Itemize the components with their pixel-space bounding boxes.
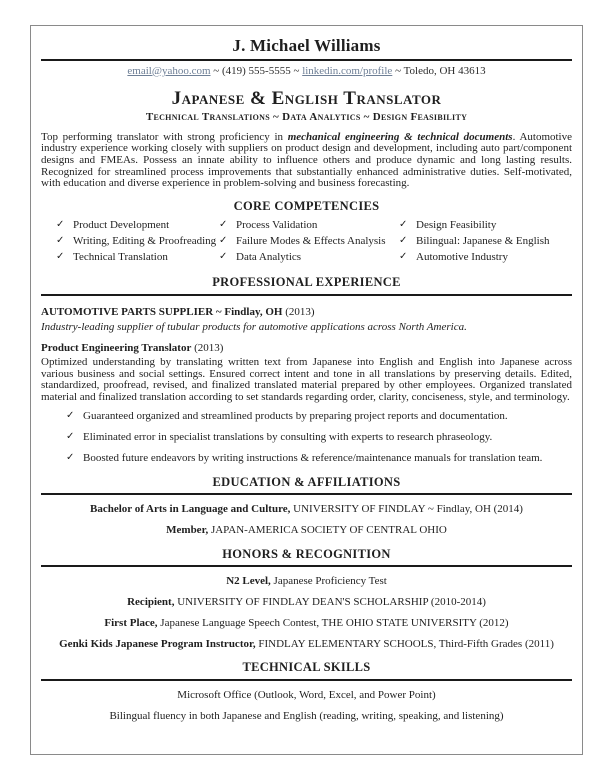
competency-label: Product Development: [73, 219, 170, 232]
competency-column: [56, 219, 219, 266]
competency-item: [56, 251, 219, 264]
job-description: Optimized understanding by translating written text from Japanese into English and English into Japanese across various business and social settings. Ensured correct intent and tone in all translations by preserving details. Edited, standardized, proofread, revised, and finalized translated material prepared by other employees. Organized translated material and finalized translation according to set standards regarding order, clarity, conciseness, style, and terminology.: [41, 356, 572, 403]
honor-item: [41, 617, 572, 631]
education-item: [41, 503, 572, 517]
location-text: Toledo, OH 43613: [403, 64, 486, 77]
job-year: (2013): [194, 342, 224, 355]
competency-label: Technical Translation: [73, 250, 168, 263]
employer-year: (2013): [285, 305, 315, 318]
honor-item: [41, 575, 572, 589]
section-heading-core-competencies: CORE COMPETENCIES: [233, 198, 380, 213]
honor-title: N2 Level,: [226, 575, 271, 588]
competency-label: Writing, Editing & Proofreading: [73, 234, 217, 247]
checkmark-icon: ✓: [56, 219, 65, 231]
competency-grid: [56, 219, 572, 266]
checkmark-icon: ✓: [219, 219, 228, 231]
honor-title: Genki Kids Japanese Program Instructor,: [59, 637, 256, 650]
job-title-line: [41, 342, 572, 356]
section-heading-technical-skills: TECHNICAL SKILLS: [41, 660, 572, 681]
achievement-text: Eliminated error in specialist translations by consulting with experts to research phraseology.: [83, 431, 493, 443]
email-link[interactable]: email@yahoo.com: [127, 64, 211, 77]
competency-item: [219, 235, 399, 248]
linkedin-link[interactable]: linkedin.com/profile: [302, 64, 393, 77]
role-subtitle: Technical Translations ~ Data Analytics ~ Design Feasibility: [145, 110, 468, 123]
checkmark-icon: ✓: [399, 234, 408, 246]
section-heading-honors-recognition: HONORS & RECOGNITION: [41, 547, 572, 568]
competency-label: Failure Modes & Effects Analysis: [236, 234, 386, 247]
employer-tagline: Industry-leading supplier of tubular products for automotive applications across North America.: [41, 320, 467, 333]
competency-column: [399, 219, 572, 266]
achievement-item: [66, 431, 572, 445]
honor-detail: Japanese Language Speech Contest, THE OHIO STATE UNIVERSITY (2012): [160, 616, 509, 629]
checkmark-icon: ✓: [56, 234, 65, 246]
honor-item: [41, 596, 572, 610]
competency-item: [56, 235, 219, 248]
name-divider: [41, 59, 572, 61]
education-detail: UNIVERSITY OF FINDLAY ~ Findlay, OH (2014): [293, 503, 523, 516]
employer-line: [41, 306, 572, 320]
affiliation-role: Member,: [166, 523, 209, 536]
checkmark-icon: ✓: [399, 250, 408, 262]
honor-detail: FINDLAY ELEMENTARY SCHOOLS, Third-Fifth Grades (2011): [258, 637, 554, 650]
competency-label: Design Feasibility: [416, 219, 497, 232]
honor-detail: UNIVERSITY OF FINDLAY DEAN'S SCHOLARSHIP (2010-2014): [177, 596, 486, 608]
honor-detail: Japanese Proficiency Test: [273, 575, 387, 588]
achievement-item: [66, 410, 572, 424]
summary-rest: . Automotive industry experience working closely with suppliers on product design and development, including auto part/component designs and FMEAs. Possess an innate ability to influence others and produce dynamic and long lasting results. Recognized for streamlined process improvements that substantially enhanced administrative duties. Self-motivated, with education and diverse experience in problem-solving and business forecasting.: [41, 130, 572, 190]
achievement-item: [66, 452, 572, 466]
contact-separator: ~: [213, 64, 220, 77]
summary-emphasis: mechanical engineering & technical documents: [287, 130, 513, 143]
education-degree: Bachelor of Arts in Language and Culture,: [90, 503, 291, 516]
contact-line: [41, 65, 572, 78]
competency-item: [399, 219, 572, 232]
skill-item: Bilingual fluency in both Japanese and English (reading, writing, speaking, and listening): [109, 709, 504, 722]
phone-number: (419) 555-5555: [221, 64, 291, 77]
honor-title: Recipient,: [127, 596, 175, 608]
employer-name: AUTOMOTIVE PARTS SUPPLIER ~ Findlay, OH: [41, 305, 283, 318]
resume-page: [30, 25, 583, 755]
achievement-list: [66, 410, 572, 465]
checkmark-icon: ✓: [219, 234, 228, 246]
summary-paragraph: [41, 132, 572, 190]
checkmark-icon: ✓: [399, 219, 408, 231]
checkmark-icon: ✓: [219, 250, 228, 262]
affiliation-detail: JAPAN-AMERICA SOCIETY OF CENTRAL OHIO: [210, 523, 447, 536]
section-heading-professional-experience: PROFESSIONAL EXPERIENCE: [41, 275, 572, 296]
competency-item: [399, 251, 572, 264]
affiliation-item: [41, 524, 572, 538]
checkmark-icon: ✓: [66, 431, 75, 442]
contact-separator: ~: [395, 64, 402, 77]
checkmark-icon: ✓: [56, 250, 65, 262]
job-title: Product Engineering Translator: [41, 342, 192, 355]
competency-label: Automotive Industry: [416, 250, 508, 263]
competency-column: [219, 219, 399, 266]
summary-lead: Top performing translator with strong proficiency in: [41, 130, 288, 143]
achievement-text: Boosted future endeavors by writing instructions & reference/maintenance manuals for translation team.: [83, 451, 543, 464]
competency-label: Bilingual: Japanese & English: [416, 234, 550, 247]
competency-item: [399, 235, 572, 248]
honor-title: First Place,: [104, 616, 158, 629]
checkmark-icon: ✓: [66, 451, 75, 463]
competency-label: Process Validation: [236, 219, 318, 232]
competency-item: [219, 219, 399, 232]
resume-name: J. Michael Williams: [232, 36, 381, 55]
skill-item: Microsoft Office (Outlook, Word, Excel, and Power Point): [177, 688, 436, 701]
section-heading-education-affiliations: EDUCATION & AFFILIATIONS: [41, 475, 572, 496]
checkmark-icon: ✓: [66, 410, 75, 422]
competency-item: [219, 251, 399, 264]
achievement-text: Guaranteed organized and streamlined products by preparing project reports and documentation.: [83, 410, 508, 423]
competency-item: [56, 219, 219, 232]
competency-label: Data Analytics: [236, 250, 302, 263]
role-title: Japanese & English Translator: [171, 87, 442, 109]
honor-item: [41, 638, 572, 652]
contact-separator: ~: [293, 64, 300, 77]
